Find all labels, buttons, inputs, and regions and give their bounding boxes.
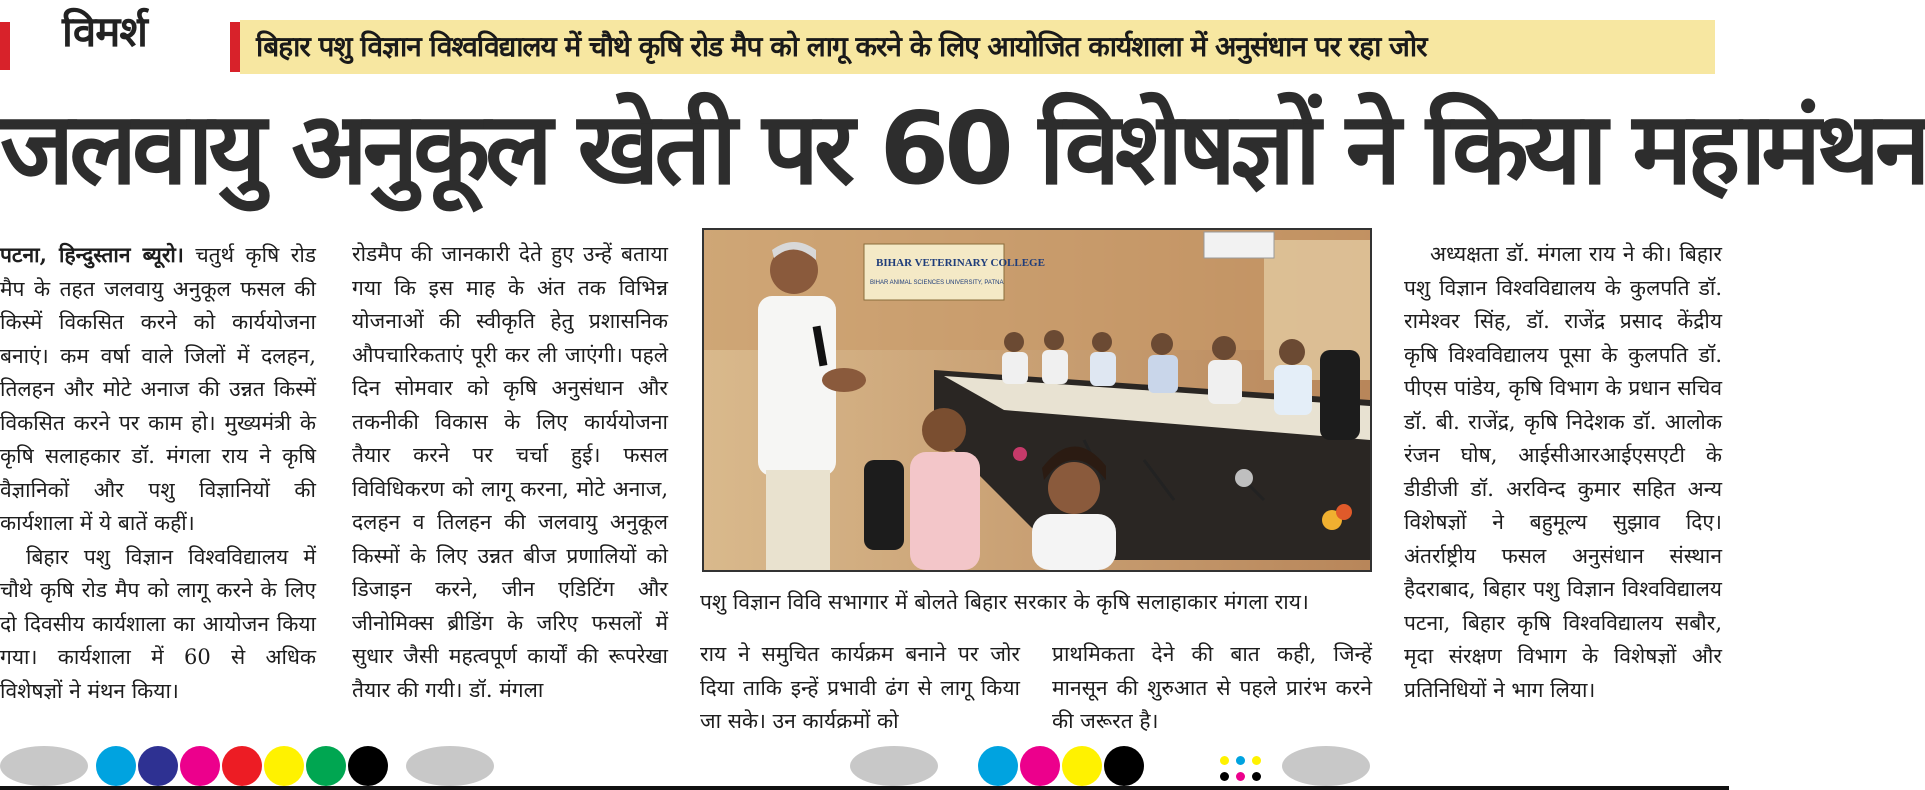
tiny-mark [1220, 772, 1229, 781]
registration-oval [406, 746, 494, 786]
magenta-swatch [1020, 746, 1060, 786]
article-column-2 [352, 238, 668, 778]
paragraph: अध्यक्षता डॉ. मंगला राय ने की। बिहार पशु विज्ञान विश्वविद्यालय के कुलपति डॉ. रामेश्वर सिंह, डॉ. राजेंद्र प्रसाद केंद्रीय कृषि विश्वविद्यालय पूसा के कुलपति डॉ. पीएस पांडेय, कृषि विभाग के प्रधान सचिव डॉ. बी. राजेंद्र, कृषि निदेशक डॉ. आलोक रंजन घोष, आईसीआरआईएसएटी के डीडीजी डॉ. अरविन्द कुमार सहित अन्य विशेषज्ञों ने बहुमूल्य सुझाव दिए। अंतर्राष्ट्रीय फसल अनुसंधान संस्थान हैदराबाद, बिहार पशु विज्ञान विश्वविद्यालय पटना, बिहार कृषि विश्वविद्यालय सबौर, मृदा संरक्षण विभाग के विशेषज्ञों और प्रतिनिधियों ने भाग लिया। [1404, 242, 1722, 702]
banner-title: BIHAR VETERINARY COLLEGE [876, 257, 1045, 269]
section-label: विमर्श [62, 7, 147, 56]
black-swatch [348, 746, 388, 786]
paragraph-text: चतुर्थ कृषि रोड मैप के तहत जलवायु अनुकूल फसल की किस्में विकसित करने को कार्ययोजना बनाएं। कम वर्षा वाले जिलों में दलहन, तिलहन और मोटे अनाज की उन्नत किस्में विकसित करने पर काम हो। मुख्यमंत्री के कृषि सलाहकार डॉ. मंगला राय ने कृषि वैज्ञानिकों और पशु विज्ञानियों की कार्यशाला में ये बातें कहीं। [0, 243, 316, 535]
tiny-mark [1236, 772, 1245, 781]
news-photo [702, 228, 1372, 572]
dateline: पटना, हिन्दुस्तान ब्यूरो। [0, 242, 184, 267]
yellow-swatch [1062, 746, 1102, 786]
paragraph: राय ने समुचित कार्यक्रम बनाने पर जोर दिया ताकि इन्हें प्रभावी ढंग से लागू किया जा सके। उन कार्यक्रमों को [700, 642, 1020, 733]
conference-scene-image [704, 230, 1370, 570]
cyan-swatch [978, 746, 1018, 786]
paragraph [0, 238, 316, 541]
article-column-4 [1052, 638, 1372, 748]
blue-swatch [138, 746, 178, 786]
paragraph: रोडमैप की जानकारी देते हुए उन्हें बताया गया कि इस माह के अंत तक विभिन्न योजनाओं की स्वीकृति हेतु प्रशासनिक औपचारिकताएं पूरी कर ली जाएंगी। पहले दिन सोमवार को कृषि अनुसंधान और तकनीकी विकास के लिए कार्ययोजना तैयार करने पर चर्चा हुई। फसल विविधिकरण को लागू करना, मोटे अनाज, दलहन व तिलहन की जलवायु अनुकूल किस्मों के लिए उन्नत बीज प्रणालियों को डिजाइन करने, जीन एडिटिंग और जीनोमिक्स ब्रीडिंग के जरिए फसलों में सुधार जैसी महत्वपूर्ण कार्यों की रूपरेखा तैयार की गयी। डॉ. मंगला [352, 242, 668, 702]
magenta-swatch [180, 746, 220, 786]
paragraph: प्राथमिकता देने की बात कही, जिन्हें मानसून की शुरुआत से पहले प्रारंभ करने की जरूरत है। [1052, 642, 1373, 733]
paragraph: बिहार पशु विज्ञान विश्वविद्यालय में चौथे कृषि रोड मैप को लागू करने के लिए दो दिवसीय कार्यशाला का आयोजन किया गया। कार्यशाला में 60 से अधिक विशेषज्ञों ने मंथन किया। [0, 544, 316, 703]
tiny-mark [1236, 756, 1245, 765]
kicker-accent-bar [230, 22, 240, 72]
bottom-rule [0, 786, 1729, 790]
banner-subtitle: BIHAR ANIMAL SCIENCES UNIVERSITY, PATNA [870, 280, 1004, 286]
registration-oval [0, 746, 88, 786]
tiny-mark [1252, 772, 1261, 781]
headline: जलवायु अनुकूल खेती पर 60 विशेषज्ञों ने किया महामंथन [0, 90, 1925, 207]
red-swatch [222, 746, 262, 786]
tiny-mark [1252, 756, 1261, 765]
kicker-subheadline: बिहार पशु विज्ञान विश्वविद्यालय में चौथे कृषि रोड मैप को लागू करने के लिए आयोजित कार्यशाला में अनुसंधान पर रहा जोर [240, 20, 1715, 74]
green-swatch [306, 746, 346, 786]
article-column-1 [0, 238, 316, 778]
yellow-swatch [264, 746, 304, 786]
black-swatch [1104, 746, 1144, 786]
cyan-swatch [96, 746, 136, 786]
article-column-5 [1404, 238, 1722, 778]
tiny-mark [1220, 756, 1229, 765]
photo-caption: पशु विज्ञान विवि सभागार में बोलते बिहार सरकार के कृषि सलाहाकार मंगला राय। [700, 590, 1309, 614]
registration-oval [1282, 746, 1370, 786]
article-column-3 [700, 638, 1020, 748]
registration-oval [850, 746, 938, 786]
section-accent-bar [0, 22, 10, 70]
